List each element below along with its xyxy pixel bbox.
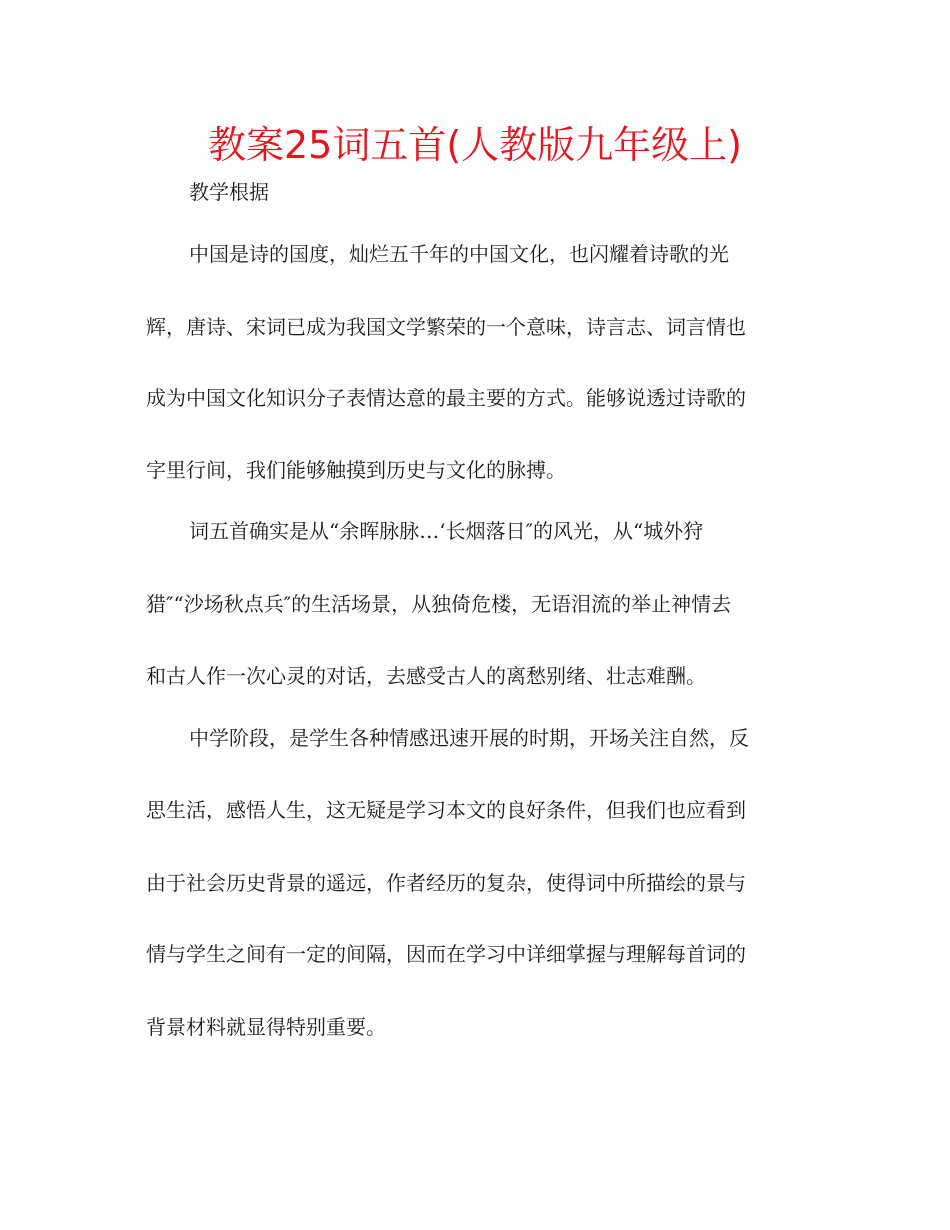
- paragraph-line: 背景材料就显得特别重要。: [146, 1015, 386, 1039]
- paragraph-line: 词五首确实是从“余晖脉脉…‘长烟落日″的风光，从“城外狩: [189, 519, 704, 543]
- paragraph-line: 猎″“沙场秋点兵″的生活场景，从独倚危楼，无语泪流的举止神情去: [146, 592, 732, 616]
- paragraph-line: 中国是诗的国度，灿烂五千年的中国文化，也闪耀着诗歌的光: [189, 242, 729, 266]
- paragraph-line: 辉，唐诗、宋词已成为我国文学繁荣的一个意味，诗言志、词言情也: [146, 315, 746, 339]
- paragraph-line: 思生活，感悟人生，这无疑是学习本文的良好条件，但我们也应看到: [146, 798, 746, 822]
- paragraph-line: 字里行间，我们能够触摸到历史与文化的脉搏。: [146, 458, 566, 482]
- section-heading: 教学根据: [189, 180, 269, 204]
- paragraph-line: 成为中国文化知识分子表情达意的最主要的方式。能够说透过诗歌的: [146, 386, 746, 410]
- paragraph-line: 和古人作一次心灵的对话，去感受古人的离愁别绪、壮志难酬。: [146, 664, 706, 688]
- paragraph-line: 中学阶段，是学生各种情感迅速开展的时期，开场关注自然，反: [189, 726, 749, 750]
- document-title: 教案25词五首(人教版九年级上): [207, 123, 742, 167]
- paragraph-line: 情与学生之间有一定的间隔，因而在学习中详细掌握与理解每首词的: [146, 942, 746, 966]
- paragraph-line: 由于社会历史背景的遥远，作者经历的复杂，使得词中所描绘的景与: [146, 871, 746, 895]
